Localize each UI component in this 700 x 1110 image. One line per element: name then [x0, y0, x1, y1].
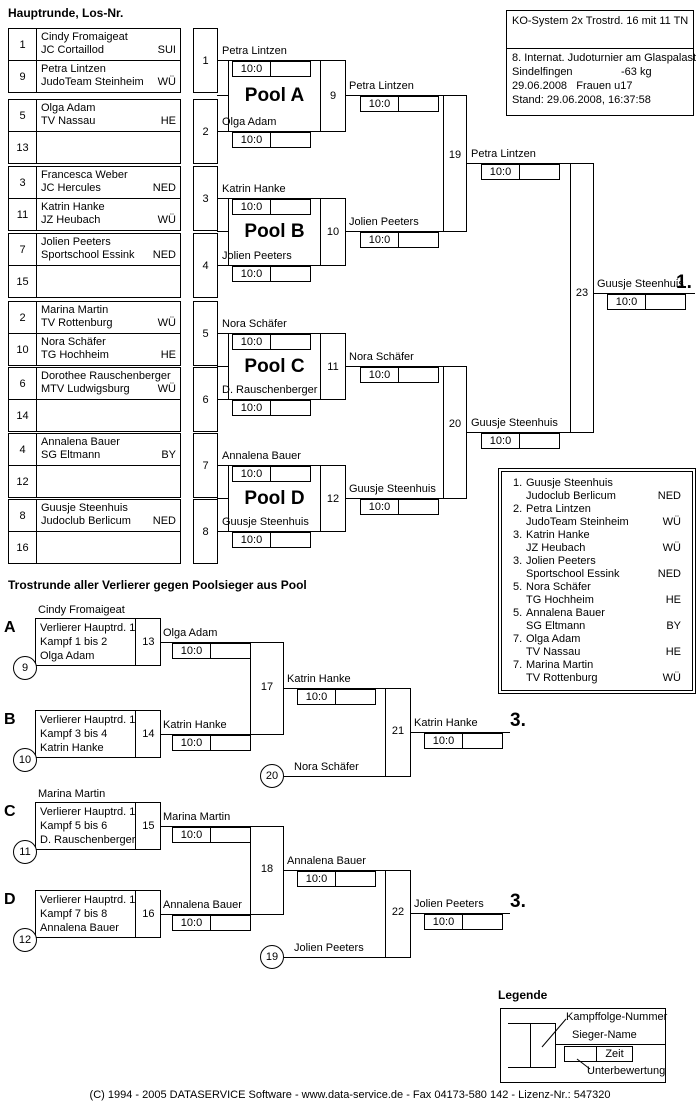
section-letter: C	[4, 803, 16, 820]
time-box	[399, 367, 439, 383]
result-name: Petra Lintzen	[526, 503, 591, 515]
event-name: 8. Internat. Judoturnier am Glaspalast	[512, 52, 697, 64]
result-region: HE	[665, 594, 681, 606]
competitor-name: Cindy Fromaigeat	[41, 31, 128, 43]
region-code: WÜ	[157, 214, 176, 226]
region-code: HE	[160, 115, 176, 127]
score-box: 10:0	[232, 400, 271, 416]
result-row	[502, 659, 692, 685]
draw-number: 6	[9, 368, 37, 399]
match-result	[607, 294, 686, 310]
match-number: 22	[391, 906, 405, 918]
draw-number: 13	[9, 132, 37, 163]
score-box: 10:0	[232, 334, 271, 350]
consolation-box	[35, 802, 161, 850]
result-rank: 2.	[513, 503, 523, 515]
draw-pair-box	[8, 99, 181, 164]
match-number-cell: 5	[193, 301, 218, 366]
time-box	[399, 96, 439, 112]
match-number-cell: 6	[193, 367, 218, 432]
draw-pair-box	[8, 499, 181, 564]
weight-class: -63 kg	[621, 66, 652, 78]
pool-match-number: 12	[320, 465, 346, 532]
winner-name: Guusje Steenhuis	[349, 483, 436, 495]
winner-name: Annalena Bauer	[163, 899, 242, 911]
winner-name: Jolien Peeters	[349, 216, 419, 228]
result-club: Judoclub Berlicum	[526, 490, 616, 502]
event-date: 29.06.2008 Frauen u17	[512, 80, 633, 92]
result-name: Jolien Peeters	[526, 555, 596, 567]
consolation-line: Annalena Bauer	[40, 922, 119, 934]
consolation-line: Verlierer Hauptrd. 1	[40, 894, 136, 906]
score-box: 10:0	[172, 735, 211, 751]
draw-number: 1	[9, 29, 37, 60]
legend-match-label: Kampffolge-Nummer	[566, 1011, 668, 1023]
club-name: JC Hercules	[41, 182, 101, 194]
result-rank: 7.	[513, 659, 523, 671]
consolation-line: Verlierer Hauptrd. 1	[40, 622, 136, 634]
result-name: Annalena Bauer	[526, 607, 605, 619]
competitor-name: Olga Adam	[41, 102, 96, 114]
time-box	[520, 164, 560, 180]
pool-entry-name: D. Rauschenberger	[222, 384, 318, 396]
match-number-cell: 1	[193, 28, 218, 93]
draw-number: 7	[9, 234, 37, 265]
system-line: KO-System 2x Trostrd. 16 mit 11 TN	[512, 15, 689, 27]
placement-label: 3.	[510, 891, 526, 912]
match-number-cell: 7	[193, 433, 218, 498]
club-name: TV Rottenburg	[41, 317, 113, 329]
match-number-cell: 3	[193, 166, 218, 231]
winner-name: Jolien Peeters	[414, 898, 484, 910]
pool-match-number: 11	[320, 333, 346, 400]
pool-entry-name: Katrin Hanke	[222, 183, 286, 195]
time-box	[271, 532, 311, 548]
score-box: 10:0	[172, 915, 211, 931]
result-region: WÜ	[662, 516, 681, 528]
score-box: 10:0	[297, 689, 336, 705]
match-result	[232, 132, 311, 148]
section-letter: A	[4, 619, 16, 636]
time-box	[211, 643, 251, 659]
competitor-name: Katrin Hanke	[41, 201, 105, 213]
club-name: JudoTeam Steinheim	[41, 76, 144, 88]
score-box: 10:0	[607, 294, 646, 310]
result-region: BY	[666, 620, 681, 632]
score-box: 10:0	[232, 199, 271, 215]
draw-pair-box	[8, 301, 181, 366]
score-box: 10:0	[232, 132, 271, 148]
competitor-name: Petra Lintzen	[41, 63, 106, 75]
result-rank: 1.	[513, 477, 523, 489]
result-name: Olga Adam	[526, 633, 581, 645]
consolation-title: Trostrunde aller Verlierer gegen Poolsieger aus Pool	[8, 578, 307, 592]
draw-number: 4	[9, 434, 37, 465]
competitor-name: Nora Schäfer	[41, 336, 106, 348]
result-region: HE	[665, 646, 681, 658]
placement-label: 1.	[676, 272, 692, 293]
result-row	[502, 581, 692, 607]
score-box: 10:0	[424, 733, 463, 749]
score-box: 10:0	[232, 61, 271, 77]
match-result	[424, 914, 503, 930]
consolation-box	[35, 618, 161, 666]
feed-name: Nora Schäfer	[294, 761, 359, 773]
club-name: JZ Heubach	[41, 214, 101, 226]
draw-number: 8	[9, 500, 37, 531]
competitor-name: Jolien Peeters	[41, 236, 111, 248]
competitor-name: Marina Martin	[41, 304, 109, 316]
draw-number: 5	[9, 100, 37, 131]
result-rank: 5.	[513, 581, 523, 593]
legend-result-strip	[564, 1046, 633, 1062]
region-code: WÜ	[157, 383, 176, 395]
winner-name: Katrin Hanke	[163, 719, 227, 731]
result-rank: 3.	[513, 555, 523, 567]
time-box	[646, 294, 686, 310]
result-row	[502, 477, 692, 503]
info-divider	[506, 48, 694, 49]
winner-name: Marina Martin	[163, 811, 231, 823]
time-box	[211, 827, 251, 843]
pool-box	[228, 198, 321, 266]
region-code: NED	[152, 249, 176, 261]
score-box: 10:0	[360, 232, 399, 248]
competitor-name: Guusje Steenhuis	[41, 502, 128, 514]
time-box	[463, 914, 503, 930]
winner-name: Petra Lintzen	[471, 148, 536, 160]
time-box	[399, 499, 439, 515]
pool-entry-name: Annalena Bauer	[222, 450, 301, 462]
match-result	[481, 164, 560, 180]
result-name: Marina Martin	[526, 659, 594, 671]
draw-pair-box	[8, 28, 181, 93]
score-box: 10:0	[172, 643, 211, 659]
match-number: 17	[260, 681, 274, 693]
match-ref-circle: 11	[13, 840, 37, 864]
legend-time-box: Zeit	[597, 1046, 633, 1062]
consolation-line: Verlierer Hauptrd. 1	[40, 714, 136, 726]
time-box	[463, 733, 503, 749]
match-number: 14	[135, 711, 160, 757]
score-box: 10:0	[232, 266, 271, 282]
consolation-line: Kampf 5 bis 6	[40, 820, 108, 832]
score-box: 10:0	[360, 96, 399, 112]
consolation-line: Kampf 3 bis 4	[40, 728, 108, 740]
match-result	[360, 96, 439, 112]
pool-label: Pool A	[244, 85, 305, 106]
placement-label: 3.	[510, 710, 526, 731]
result-region: WÜ	[662, 542, 681, 554]
draw-number: 15	[9, 266, 37, 297]
stand-timestamp: Stand: 29.06.2008, 16:37:58	[512, 94, 651, 106]
time-box	[211, 735, 251, 751]
result-club: JudoTeam Steinheim	[526, 516, 629, 528]
result-club: Sportschool Essink	[526, 568, 620, 580]
club-name: Sportschool Essink	[41, 249, 135, 261]
competitor-name: Annalena Bauer	[41, 436, 120, 448]
section-letter: B	[4, 711, 16, 728]
match-number: 20	[448, 418, 462, 430]
legend-winner-label: Sieger-Name	[572, 1029, 637, 1041]
match-number-cell: 4	[193, 233, 218, 298]
match-result	[172, 915, 251, 931]
consolation-box	[35, 710, 161, 758]
pool-box	[228, 333, 321, 400]
result-club: TV Nassau	[526, 646, 581, 658]
region-code: NED	[152, 182, 176, 194]
result-rank: 5.	[513, 607, 523, 619]
pool-entry-name: Jolien Peeters	[222, 250, 292, 262]
draw-pair-box	[8, 433, 181, 498]
score-box: 10:0	[172, 827, 211, 843]
consolation-line: Katrin Hanke	[40, 742, 104, 754]
match-number: 18	[260, 863, 274, 875]
competitor-name: Francesca Weber	[41, 169, 128, 181]
pool-match-number: 9	[320, 60, 346, 132]
competitor-name: Dorothee Rauschenberger	[41, 370, 171, 382]
draw-pair-box	[8, 233, 181, 298]
result-region: NED	[657, 490, 681, 502]
bracket-line	[443, 366, 444, 499]
winner-name: Katrin Hanke	[287, 673, 351, 685]
draw-number: 11	[9, 199, 37, 230]
bracket-line	[284, 776, 411, 777]
footer-credit: (C) 1994 - 2005 DATASERVICE Software - www.data-service.de - Fax 04173-580 142 - Lizenz-Nr.: 547320	[89, 1089, 611, 1101]
winner-name: Guusje Steenhuis	[471, 417, 558, 429]
club-name: MTV Ludwigsburg	[41, 383, 130, 395]
result-row	[502, 503, 692, 529]
consolation-line: Kampf 7 bis 8	[40, 908, 108, 920]
match-result	[424, 733, 503, 749]
result-row	[502, 607, 692, 633]
time-box	[336, 871, 376, 887]
result-row	[502, 633, 692, 659]
pool-box	[228, 60, 321, 132]
pool-entry-name: Olga Adam	[222, 116, 277, 128]
consolation-line: Verlierer Hauptrd. 1	[40, 806, 136, 818]
result-name: Guusje Steenhuis	[526, 477, 613, 489]
match-number: 15	[135, 803, 160, 849]
match-number-cell: 8	[193, 499, 218, 564]
draw-number: 3	[9, 167, 37, 198]
result-row	[502, 555, 692, 581]
match-result	[172, 643, 251, 659]
match-number: 13	[135, 619, 160, 665]
score-box: 10:0	[360, 367, 399, 383]
club-name: JC Cortaillod	[41, 44, 104, 56]
consolation-line: Kampf 1 bis 2	[40, 636, 108, 648]
winner-name: Nora Schäfer	[349, 351, 414, 363]
result-club: TG Hochheim	[526, 594, 594, 606]
bracket-line	[443, 95, 444, 232]
loser-name: Cindy Fromaigeat	[38, 604, 125, 616]
legend-score-label: Unterbewertung	[587, 1065, 666, 1077]
loser-name: Marina Martin	[38, 788, 106, 800]
match-result	[232, 532, 311, 548]
result-rank: 7.	[513, 633, 523, 645]
time-box	[211, 915, 251, 931]
result-region: WÜ	[662, 672, 681, 684]
pool-match-number: 10	[320, 198, 346, 266]
pool-entry-name: Nora Schäfer	[222, 318, 287, 330]
result-row	[502, 529, 692, 555]
score-box: 10:0	[481, 433, 520, 449]
score-box: 10:0	[232, 532, 271, 548]
match-number: 16	[135, 891, 160, 937]
score-box: 10:0	[297, 871, 336, 887]
match-number: 21	[391, 725, 405, 737]
legend-line	[555, 1044, 665, 1045]
match-result	[172, 735, 251, 751]
time-box	[520, 433, 560, 449]
match-number-cell: 2	[193, 99, 218, 164]
club-name: TG Hochheim	[41, 349, 109, 361]
consolation-line: D. Rauschenberger	[40, 834, 136, 846]
result-region: NED	[657, 568, 681, 580]
legend-title: Legende	[498, 988, 548, 1002]
result-club: TV Rottenburg	[526, 672, 598, 684]
region-code: NED	[152, 515, 176, 527]
match-result	[297, 871, 376, 887]
match-result	[360, 367, 439, 383]
draw-pair-box	[8, 367, 181, 432]
match-number: 23	[575, 287, 589, 299]
time-box	[336, 689, 376, 705]
result-name: Katrin Hanke	[526, 529, 590, 541]
draw-number: 9	[9, 61, 37, 92]
draw-number: 12	[9, 466, 37, 497]
match-ref-circle: 10	[13, 748, 37, 772]
score-box: 10:0	[360, 499, 399, 515]
score-box: 10:0	[424, 914, 463, 930]
pool-box	[228, 465, 321, 532]
club-name: Judoclub Berlicum	[41, 515, 131, 527]
winner-name: Olga Adam	[163, 627, 218, 639]
result-rank: 3.	[513, 529, 523, 541]
club-name: SG Eltmann	[41, 449, 101, 461]
draw-number: 16	[9, 532, 37, 563]
time-box	[271, 132, 311, 148]
draw-number: 2	[9, 302, 37, 333]
time-box	[399, 232, 439, 248]
match-ref-circle: 20	[260, 764, 284, 788]
winner-name: Katrin Hanke	[414, 717, 478, 729]
section-letter: D	[4, 891, 16, 908]
match-ref-circle: 9	[13, 656, 37, 680]
pool-label: Pool D	[244, 487, 305, 509]
pool-entry-name: Petra Lintzen	[222, 45, 287, 57]
result-club: SG Eltmann	[526, 620, 586, 632]
pool-entry-name: Guusje Steenhuis	[222, 516, 309, 528]
winner-name: Annalena Bauer	[287, 855, 366, 867]
match-number: 19	[448, 149, 462, 161]
match-result	[232, 266, 311, 282]
match-result	[360, 499, 439, 515]
result-name: Nora Schäfer	[526, 581, 591, 593]
bracket-line	[284, 957, 411, 958]
match-ref-circle: 19	[260, 945, 284, 969]
region-code: BY	[161, 449, 176, 461]
pool-label: Pool C	[244, 355, 305, 377]
score-box: 10:0	[481, 164, 520, 180]
match-ref-circle: 12	[13, 928, 37, 952]
consolation-box	[35, 890, 161, 938]
feed-name: Jolien Peeters	[294, 942, 364, 954]
draw-number: 14	[9, 400, 37, 431]
page-title: Hauptrunde, Los-Nr.	[8, 6, 124, 20]
region-code: HE	[160, 349, 176, 361]
draw-number: 10	[9, 334, 37, 365]
champion-name: Guusje Steenhuis	[597, 278, 684, 290]
draw-pair-box	[8, 166, 181, 231]
pool-label: Pool B	[244, 221, 305, 242]
consolation-line: Olga Adam	[40, 650, 95, 662]
match-result	[172, 827, 251, 843]
event-location: Sindelfingen	[512, 66, 573, 78]
match-result	[360, 232, 439, 248]
winner-name: Petra Lintzen	[349, 80, 414, 92]
match-result	[297, 689, 376, 705]
match-result	[232, 400, 311, 416]
time-box	[271, 400, 311, 416]
score-box: 10:0	[232, 466, 271, 482]
region-code: WÜ	[157, 317, 176, 329]
result-club: JZ Heubach	[526, 542, 586, 554]
results-box	[498, 468, 696, 694]
club-name: TV Nassau	[41, 115, 96, 127]
legend-score-box	[564, 1046, 597, 1062]
time-box	[271, 266, 311, 282]
region-code: WÜ	[157, 76, 176, 88]
region-code: SUI	[157, 44, 176, 56]
match-result	[481, 433, 560, 449]
